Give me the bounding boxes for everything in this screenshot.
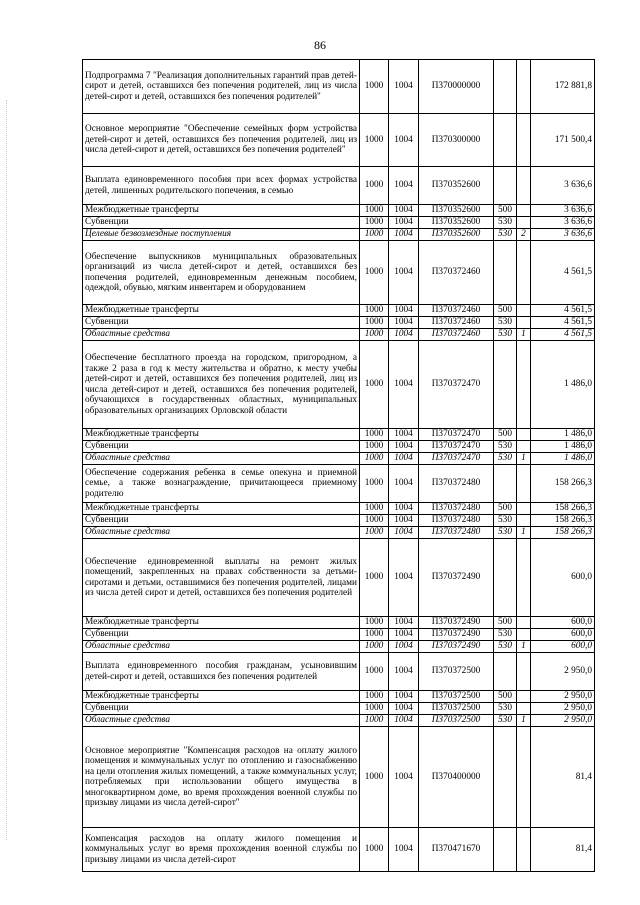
expense-type-code-cell: 500 bbox=[494, 503, 517, 515]
expense-type-code-cell: 530 bbox=[494, 715, 517, 727]
target-article-code-cell: П370372460 bbox=[419, 329, 494, 341]
section-code-cell: 1000 bbox=[360, 305, 389, 317]
subsection-code-cell: 1004 bbox=[389, 527, 419, 539]
subsection-code-cell: 1004 bbox=[389, 703, 419, 715]
section-code-cell: 1000 bbox=[360, 241, 389, 305]
target-article-code-cell: П370352600 bbox=[419, 205, 494, 217]
budget-item-name-cell: Выплата единовременного пособия гражданам, усыновившим детей-сирот и детей, оставшихся без попечения родителей bbox=[83, 653, 360, 691]
budget-item-name-cell: Обеспечение содержания ребенка в семье опекуна и приемной семье, а также вознаграждение, причитающееся приемному родителю bbox=[83, 465, 360, 503]
amount-cell: 158 266,3 bbox=[531, 503, 595, 515]
amount-cell: 1 486,0 bbox=[531, 341, 595, 429]
table-row bbox=[83, 241, 595, 305]
funding-source-code-cell bbox=[517, 429, 531, 441]
table-row bbox=[83, 317, 595, 329]
expense-type-code-cell: 530 bbox=[494, 641, 517, 653]
funding-source-code-cell: 2 bbox=[517, 229, 531, 241]
target-article-code-cell: П370000000 bbox=[419, 60, 494, 114]
budget-item-name-cell: Субвенции bbox=[83, 217, 360, 229]
amount-cell: 1 486,0 bbox=[531, 429, 595, 441]
amount-cell: 172 881,8 bbox=[531, 60, 595, 114]
expense-type-code-cell: 500 bbox=[494, 691, 517, 703]
funding-source-code-cell bbox=[517, 305, 531, 317]
target-article-code-cell: П370352600 bbox=[419, 167, 494, 205]
expense-type-code-cell: 530 bbox=[494, 703, 517, 715]
target-article-code-cell: П370372490 bbox=[419, 617, 494, 629]
page-number: 86 bbox=[314, 38, 326, 52]
amount-cell: 1 486,0 bbox=[531, 453, 595, 465]
table-row bbox=[83, 641, 595, 653]
expense-type-code-cell bbox=[494, 60, 517, 114]
expense-type-code-cell bbox=[494, 653, 517, 691]
amount-cell: 600,0 bbox=[531, 539, 595, 617]
section-code-cell: 1000 bbox=[360, 441, 389, 453]
subsection-code-cell: 1004 bbox=[389, 229, 419, 241]
funding-source-code-cell bbox=[517, 465, 531, 503]
section-code-cell: 1000 bbox=[360, 341, 389, 429]
table-row bbox=[83, 503, 595, 515]
section-code-cell: 1000 bbox=[360, 217, 389, 229]
section-code-cell: 1000 bbox=[360, 617, 389, 629]
target-article-code-cell: П370372460 bbox=[419, 305, 494, 317]
amount-cell: 158 266,3 bbox=[531, 527, 595, 539]
funding-source-code-cell: 1 bbox=[517, 329, 531, 341]
expense-type-code-cell: 530 bbox=[494, 329, 517, 341]
subsection-code-cell: 1004 bbox=[389, 691, 419, 703]
table-row bbox=[83, 703, 595, 715]
funding-source-code-cell bbox=[517, 60, 531, 114]
table-row bbox=[83, 217, 595, 229]
section-code-cell: 1000 bbox=[360, 653, 389, 691]
subsection-code-cell: 1004 bbox=[389, 341, 419, 429]
subsection-code-cell: 1004 bbox=[389, 205, 419, 217]
table-row bbox=[83, 205, 595, 217]
budget-item-name-cell: Межбюджетные трансферты bbox=[83, 691, 360, 703]
table-row bbox=[83, 429, 595, 441]
budget-item-name-cell: Целевые безвозмездные поступления bbox=[83, 229, 360, 241]
target-article-code-cell: П370372490 bbox=[419, 539, 494, 617]
amount-cell: 600,0 bbox=[531, 629, 595, 641]
budget-item-name-cell: Обеспечение выпускников муниципальных образовательных организаций из числа детей-сирот и детей, оставшихся без попечения родителей, единовременным денежным пособием, одеждой, обувью, мягким инвентарем и оборудованием bbox=[83, 241, 360, 305]
budget-item-name-cell: Основное мероприятие "Обеспечение семейных форм устройства детей-сирот и детей, оставшихся без попечения родителей, лиц из числа детей-сирот и детей, оставшихся без попечения родителей" bbox=[83, 114, 360, 167]
section-code-cell: 1000 bbox=[360, 429, 389, 441]
funding-source-code-cell bbox=[517, 703, 531, 715]
budget-item-name-cell: Субвенции bbox=[83, 515, 360, 527]
budget-item-name-cell: Субвенции bbox=[83, 629, 360, 641]
amount-cell: 2 950,0 bbox=[531, 653, 595, 691]
target-article-code-cell: П370372480 bbox=[419, 527, 494, 539]
subsection-code-cell: 1004 bbox=[389, 641, 419, 653]
section-code-cell: 1000 bbox=[360, 114, 389, 167]
expense-type-code-cell: 530 bbox=[494, 441, 517, 453]
table-row bbox=[83, 114, 595, 167]
budget-item-name-cell: Межбюджетные трансферты bbox=[83, 429, 360, 441]
section-code-cell: 1000 bbox=[360, 703, 389, 715]
subsection-code-cell: 1004 bbox=[389, 629, 419, 641]
subsection-code-cell: 1004 bbox=[389, 515, 419, 527]
section-code-cell: 1000 bbox=[360, 329, 389, 341]
budget-table bbox=[82, 59, 595, 872]
budget-item-name-cell: Областные средства bbox=[83, 527, 360, 539]
target-article-code-cell: П370372460 bbox=[419, 241, 494, 305]
target-article-code-cell: П370372470 bbox=[419, 429, 494, 441]
target-article-code-cell: П370372500 bbox=[419, 691, 494, 703]
table-row bbox=[83, 341, 595, 429]
funding-source-code-cell bbox=[517, 503, 531, 515]
amount-cell: 171 500,4 bbox=[531, 114, 595, 167]
target-article-code-cell: П370372500 bbox=[419, 653, 494, 691]
amount-cell: 4 561,5 bbox=[531, 317, 595, 329]
expense-type-code-cell: 500 bbox=[494, 205, 517, 217]
funding-source-code-cell bbox=[517, 317, 531, 329]
table-row bbox=[83, 60, 595, 114]
table-row bbox=[83, 715, 595, 727]
section-code-cell: 1000 bbox=[360, 629, 389, 641]
section-code-cell: 1000 bbox=[360, 691, 389, 703]
subsection-code-cell: 1004 bbox=[389, 429, 419, 441]
expense-type-code-cell: 530 bbox=[494, 229, 517, 241]
funding-source-code-cell bbox=[517, 114, 531, 167]
amount-cell: 158 266,3 bbox=[531, 465, 595, 503]
section-code-cell: 1000 bbox=[360, 727, 389, 828]
funding-source-code-cell bbox=[517, 241, 531, 305]
budget-item-name-cell: Подпрограмма 7 "Реализация дополнительных гарантий прав детей-сирот и детей, оставшихся без попечения родителей, лиц из числа детей-сирот и детей, оставшихся без попечения родителей" bbox=[83, 60, 360, 114]
amount-cell: 2 950,0 bbox=[531, 715, 595, 727]
table-row bbox=[83, 653, 595, 691]
table-row bbox=[83, 691, 595, 703]
budget-item-name-cell: Обеспечение единовременной выплаты на ремонт жилых помещений, закрепленных на правах собственности за детьми-сиротами и детьми, оставшимися без попечения родителей, лицами из числа детей сирот и детей, оставшихся без попечения родителей bbox=[83, 539, 360, 617]
table-row bbox=[83, 828, 595, 872]
expense-type-code-cell bbox=[494, 539, 517, 617]
amount-cell: 81,4 bbox=[531, 727, 595, 828]
amount-cell: 81,4 bbox=[531, 828, 595, 872]
table-row bbox=[83, 305, 595, 317]
expense-type-code-cell: 500 bbox=[494, 617, 517, 629]
funding-source-code-cell: 1 bbox=[517, 715, 531, 727]
section-code-cell: 1000 bbox=[360, 465, 389, 503]
target-article-code-cell: П370300000 bbox=[419, 114, 494, 167]
funding-source-code-cell bbox=[517, 691, 531, 703]
expense-type-code-cell bbox=[494, 727, 517, 828]
subsection-code-cell: 1004 bbox=[389, 217, 419, 229]
target-article-code-cell: П370372470 bbox=[419, 453, 494, 465]
budget-item-name-cell: Основное мероприятие "Компенсация расходов на оплату жилого помещения и коммунальных услуг по отоплению и газоснабжению на цели отопления жилых помещений, а также коммунальных услуг, потребляемых при использовании общего имущества в многоквартирном доме, во время прохождения военной службы по призыву лицами из числа детей-сирот" bbox=[83, 727, 360, 828]
margin-dotted-line bbox=[6, 100, 8, 840]
section-code-cell: 1000 bbox=[360, 205, 389, 217]
subsection-code-cell: 1004 bbox=[389, 539, 419, 617]
budget-item-name-cell: Межбюджетные трансферты bbox=[83, 617, 360, 629]
expense-type-code-cell bbox=[494, 114, 517, 167]
budget-item-name-cell: Областные средства bbox=[83, 641, 360, 653]
table-row bbox=[83, 539, 595, 617]
section-code-cell: 1000 bbox=[360, 539, 389, 617]
subsection-code-cell: 1004 bbox=[389, 317, 419, 329]
funding-source-code-cell: 1 bbox=[517, 453, 531, 465]
amount-cell: 3 636,6 bbox=[531, 205, 595, 217]
subsection-code-cell: 1004 bbox=[389, 305, 419, 317]
table-row bbox=[83, 453, 595, 465]
funding-source-code-cell bbox=[517, 205, 531, 217]
expense-type-code-cell: 530 bbox=[494, 629, 517, 641]
funding-source-code-cell bbox=[517, 515, 531, 527]
section-code-cell: 1000 bbox=[360, 317, 389, 329]
section-code-cell: 1000 bbox=[360, 527, 389, 539]
amount-cell: 158 266,3 bbox=[531, 515, 595, 527]
section-code-cell: 1000 bbox=[360, 229, 389, 241]
budget-item-name-cell: Выплата единовременного пособия при всех формах устройства детей, лишенных родительского попечения, в семью bbox=[83, 167, 360, 205]
target-article-code-cell: П370400000 bbox=[419, 727, 494, 828]
section-code-cell: 1000 bbox=[360, 515, 389, 527]
table-row bbox=[83, 229, 595, 241]
funding-source-code-cell: 1 bbox=[517, 641, 531, 653]
subsection-code-cell: 1004 bbox=[389, 167, 419, 205]
section-code-cell: 1000 bbox=[360, 715, 389, 727]
section-code-cell: 1000 bbox=[360, 503, 389, 515]
target-article-code-cell: П370372490 bbox=[419, 641, 494, 653]
expense-type-code-cell: 530 bbox=[494, 217, 517, 229]
amount-cell: 2 950,0 bbox=[531, 703, 595, 715]
table-row bbox=[83, 441, 595, 453]
funding-source-code-cell bbox=[517, 167, 531, 205]
expense-type-code-cell: 530 bbox=[494, 515, 517, 527]
subsection-code-cell: 1004 bbox=[389, 503, 419, 515]
table-row bbox=[83, 167, 595, 205]
target-article-code-cell: П370372500 bbox=[419, 715, 494, 727]
subsection-code-cell: 1004 bbox=[389, 453, 419, 465]
funding-source-code-cell bbox=[517, 727, 531, 828]
expense-type-code-cell: 530 bbox=[494, 453, 517, 465]
budget-item-name-cell: Субвенции bbox=[83, 441, 360, 453]
table-row bbox=[83, 329, 595, 341]
target-article-code-cell: П370372460 bbox=[419, 317, 494, 329]
section-code-cell: 1000 bbox=[360, 453, 389, 465]
amount-cell: 1 486,0 bbox=[531, 441, 595, 453]
subsection-code-cell: 1004 bbox=[389, 465, 419, 503]
funding-source-code-cell bbox=[517, 441, 531, 453]
target-article-code-cell: П370372480 bbox=[419, 503, 494, 515]
table-row bbox=[83, 617, 595, 629]
subsection-code-cell: 1004 bbox=[389, 241, 419, 305]
amount-cell: 600,0 bbox=[531, 617, 595, 629]
subsection-code-cell: 1004 bbox=[389, 828, 419, 872]
budget-item-name-cell: Областные средства bbox=[83, 453, 360, 465]
amount-cell: 3 636,6 bbox=[531, 229, 595, 241]
target-article-code-cell: П370372480 bbox=[419, 515, 494, 527]
table-row bbox=[83, 465, 595, 503]
section-code-cell: 1000 bbox=[360, 60, 389, 114]
target-article-code-cell: П370372490 bbox=[419, 629, 494, 641]
budget-item-name-cell: Областные средства bbox=[83, 329, 360, 341]
subsection-code-cell: 1004 bbox=[389, 329, 419, 341]
amount-cell: 3 636,6 bbox=[531, 167, 595, 205]
funding-source-code-cell bbox=[517, 341, 531, 429]
subsection-code-cell: 1004 bbox=[389, 653, 419, 691]
target-article-code-cell: П370352600 bbox=[419, 229, 494, 241]
budget-item-name-cell: Обеспечение бесплатного проезда на городском, пригородном, а также 2 раза в год к месту жительства и обратно, к месту учебы детей-сирот и детей, оставшихся без попечения родителей, лиц из числа детей-сирот и детей, оставшихся без попечения родителей, обучающихся в государственных областных, муниципальных образовательных организациях Орловской области bbox=[83, 341, 360, 429]
subsection-code-cell: 1004 bbox=[389, 441, 419, 453]
subsection-code-cell: 1004 bbox=[389, 715, 419, 727]
expense-type-code-cell bbox=[494, 341, 517, 429]
target-article-code-cell: П370372470 bbox=[419, 441, 494, 453]
expense-type-code-cell: 530 bbox=[494, 317, 517, 329]
expense-type-code-cell: 500 bbox=[494, 305, 517, 317]
budget-item-name-cell: Компенсация расходов на оплату жилого помещения и коммунальных услуг во время прохождения военной службы по призыву лицами из числа детей-сирот bbox=[83, 828, 360, 872]
expense-type-code-cell bbox=[494, 167, 517, 205]
table-row bbox=[83, 527, 595, 539]
amount-cell: 4 561,5 bbox=[531, 241, 595, 305]
table-row bbox=[83, 629, 595, 641]
expense-type-code-cell: 530 bbox=[494, 527, 517, 539]
budget-item-name-cell: Субвенции bbox=[83, 703, 360, 715]
funding-source-code-cell bbox=[517, 539, 531, 617]
expense-type-code-cell bbox=[494, 465, 517, 503]
table-row bbox=[83, 727, 595, 828]
budget-item-name-cell: Межбюджетные трансферты bbox=[83, 305, 360, 317]
table-row bbox=[83, 515, 595, 527]
target-article-code-cell: П370372480 bbox=[419, 465, 494, 503]
section-code-cell: 1000 bbox=[360, 828, 389, 872]
table-body bbox=[83, 60, 595, 872]
expense-type-code-cell: 500 bbox=[494, 429, 517, 441]
section-code-cell: 1000 bbox=[360, 641, 389, 653]
target-article-code-cell: П370372470 bbox=[419, 341, 494, 429]
subsection-code-cell: 1004 bbox=[389, 727, 419, 828]
funding-source-code-cell bbox=[517, 617, 531, 629]
expense-type-code-cell bbox=[494, 241, 517, 305]
budget-item-name-cell: Межбюджетные трансферты bbox=[83, 503, 360, 515]
budget-item-name-cell: Субвенции bbox=[83, 317, 360, 329]
expense-type-code-cell bbox=[494, 828, 517, 872]
section-code-cell: 1000 bbox=[360, 167, 389, 205]
target-article-code-cell: П370471670 bbox=[419, 828, 494, 872]
subsection-code-cell: 1004 bbox=[389, 114, 419, 167]
funding-source-code-cell: 1 bbox=[517, 527, 531, 539]
amount-cell: 4 561,5 bbox=[531, 329, 595, 341]
amount-cell: 3 636,6 bbox=[531, 217, 595, 229]
funding-source-code-cell bbox=[517, 828, 531, 872]
budget-item-name-cell: Межбюджетные трансферты bbox=[83, 205, 360, 217]
target-article-code-cell: П370372500 bbox=[419, 703, 494, 715]
amount-cell: 4 561,5 bbox=[531, 305, 595, 317]
budget-item-name-cell: Областные средства bbox=[83, 715, 360, 727]
funding-source-code-cell bbox=[517, 653, 531, 691]
subsection-code-cell: 1004 bbox=[389, 60, 419, 114]
amount-cell: 2 950,0 bbox=[531, 691, 595, 703]
funding-source-code-cell bbox=[517, 629, 531, 641]
subsection-code-cell: 1004 bbox=[389, 617, 419, 629]
funding-source-code-cell bbox=[517, 217, 531, 229]
target-article-code-cell: П370352600 bbox=[419, 217, 494, 229]
amount-cell: 600,0 bbox=[531, 641, 595, 653]
